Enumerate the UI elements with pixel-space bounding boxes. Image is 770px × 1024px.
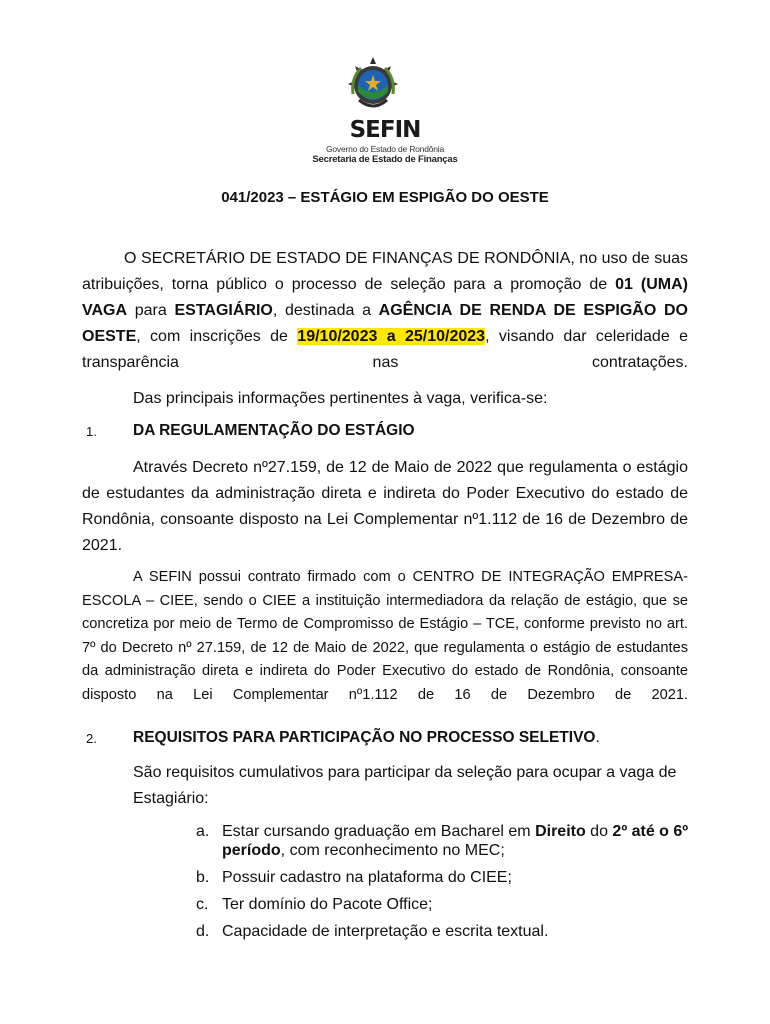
requirement-letter: d. (196, 923, 210, 940)
requirement-item-d (196, 922, 696, 941)
state-coat-of-arms-logo (345, 56, 401, 112)
section-2-intro: São requisitos cumulativos para participar da seleção para ocupar a vaga de Estagiário: (133, 764, 677, 807)
requirement-d-text: Capacidade de interpretação e escrita textual. (222, 923, 549, 940)
section-2-title-text: REQUISITOS PARA PARTICIPAÇÃO NO PROCESSO SELETIVO (133, 729, 596, 746)
government-line: Governo do Estado de Rondônia (325, 144, 444, 154)
section-1-paragraph-1-text: Através Decreto nº27.159, de 12 de Maio de 2022 que regulamenta o estágio de estudantes da administração direta e indireta do Poder Executivo do estado de Rondônia, consoante disposto na Lei Complementar nº1.112 de 16 de Dezembro de 2021. (82, 459, 688, 554)
secretariat-line: Secretaria de Estado de Finanças (312, 154, 458, 165)
intro-tail: , visando dar celeridade e transparência nas contratações. (82, 328, 688, 371)
requirement-a-mid: do (585, 823, 613, 840)
section-1-paragraph-2 (82, 566, 688, 707)
requirement-item-a (196, 822, 696, 860)
requirement-letter: c. (196, 896, 209, 913)
intro-paragraph (82, 246, 688, 376)
section-2-title-period: . (595, 729, 600, 746)
section-1-paragraph-1 (82, 455, 688, 559)
requirement-b-text: Possuir cadastro na plataforma do CIEE; (222, 869, 512, 886)
intro-for: para (127, 302, 175, 319)
requirement-a-course: Direito (535, 823, 586, 840)
intro-dest: , destinada a (272, 302, 379, 319)
intro-reg: , com inscrições de (136, 328, 298, 345)
requirement-c-text: Ter domínio do Pacote Office; (222, 896, 433, 913)
requirement-a-period: 2º até o 6º período (222, 823, 689, 859)
registration-dates: 19/10/2023 a 25/10/2023 (297, 328, 486, 345)
agency-name: AGÊNCIA DE RENDA DE ESPIGÃO DO OESTE (82, 302, 688, 345)
requirement-letter: b. (196, 869, 210, 886)
section-1-paragraph-2-text: A SEFIN possui contrato firmado com o CENTRO DE INTEGRAÇÃO EMPRESA-ESCOLA – CIEE, sendo o CIEE a instituição intermediadora da relação de estágio, que se concretiza por meio de Termo de Compromisso de Estágio – TCE, conforme previsto no art. 7º do Decreto nº 27.159, de 12 de Maio de 2022, que regulamenta o estágio de estudantes da administração direta e indireta do Poder Executivo do estado de Rondônia, consoante disposto na Lei Complementar nº1.112 de 16 de Dezembro de 2021. (82, 569, 688, 703)
intro-lead: O SECRETÁRIO DE ESTADO DE FINANÇAS DE RONDÔNIA, no uso de suas atribuições, torna público o processo de seleção para a promoção de (82, 250, 688, 293)
vacancy-count: 01 (UMA) VAGA (82, 276, 688, 319)
requirement-item-c (196, 895, 696, 914)
info-line: Das principais informações pertinentes à vaga, verifica-se: (133, 390, 548, 407)
requirements-list (196, 822, 696, 949)
section-2-title (133, 729, 600, 747)
role-name: ESTAGIÁRIO (174, 302, 273, 319)
section-1-number: 1. (86, 424, 97, 439)
requirement-item-b (196, 868, 696, 887)
requirement-a-pre: Estar cursando graduação em Bacharel em (222, 823, 536, 840)
section-2-number: 2. (86, 731, 97, 746)
section-1-title: DA REGULAMENTAÇÃO DO ESTÁGIO (133, 422, 415, 439)
requirement-a-post: , com reconhecimento no MEC; (280, 842, 505, 859)
brand-name: SEFIN (349, 117, 421, 143)
document-title: 041/2023 – ESTÁGIO EM ESPIGÃO DO OESTE (221, 189, 549, 206)
requirement-letter: a. (196, 823, 210, 840)
